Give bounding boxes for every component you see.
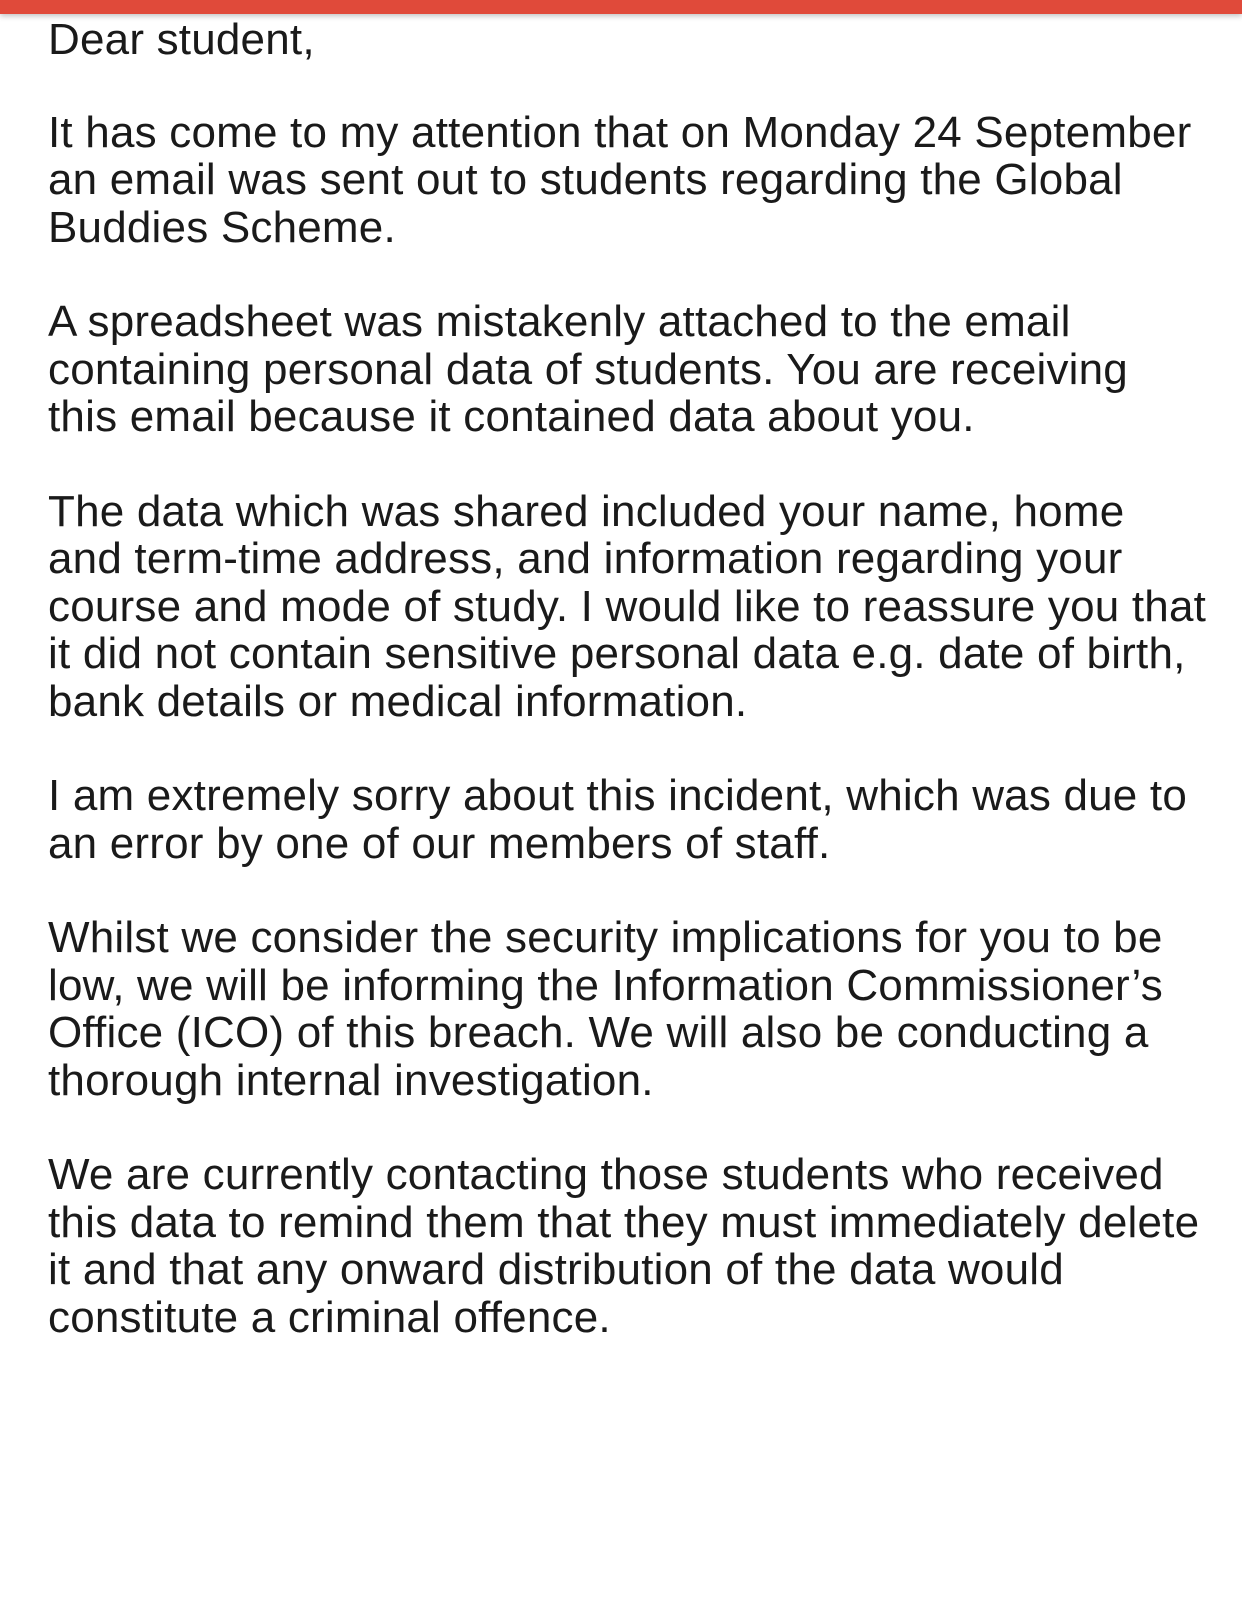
- email-greeting: Dear student,: [48, 15, 315, 64]
- email-paragraph-1: It has come to my attention that on Monday 24 September an email was sent out to students regarding the Global Buddies Scheme.: [48, 107, 1192, 252]
- email-paragraph-4: I am extremely sorry about this incident, which was due to an error by one of our members of staff.: [48, 771, 1187, 868]
- email-body: [48, 16, 1208, 1388]
- top-accent-bar: [0, 0, 1242, 14]
- email-paragraph-3: The data which was shared included your name, home and term-time address, and information regarding your course and mode of study. I would like to reassure you that it did not contain sensitive personal data e.g. date of birth, bank details or medical information.: [48, 486, 1207, 726]
- email-paragraph-6: We are currently contacting those students who received this data to remind them that they must immediately delete it and that any onward distribution of the data would constitute a criminal offence.: [48, 1150, 1200, 1342]
- email-paragraph-5: Whilst we consider the security implications for you to be low, we will be informing the Information Commissioner’s Office (ICO) of this breach. We will also be conducting a thorough internal investigation.: [48, 913, 1163, 1105]
- email-paragraph-2: A spreadsheet was mistakenly attached to the email containing personal data of students. You are receiving this email because it contained data about you.: [48, 297, 1128, 441]
